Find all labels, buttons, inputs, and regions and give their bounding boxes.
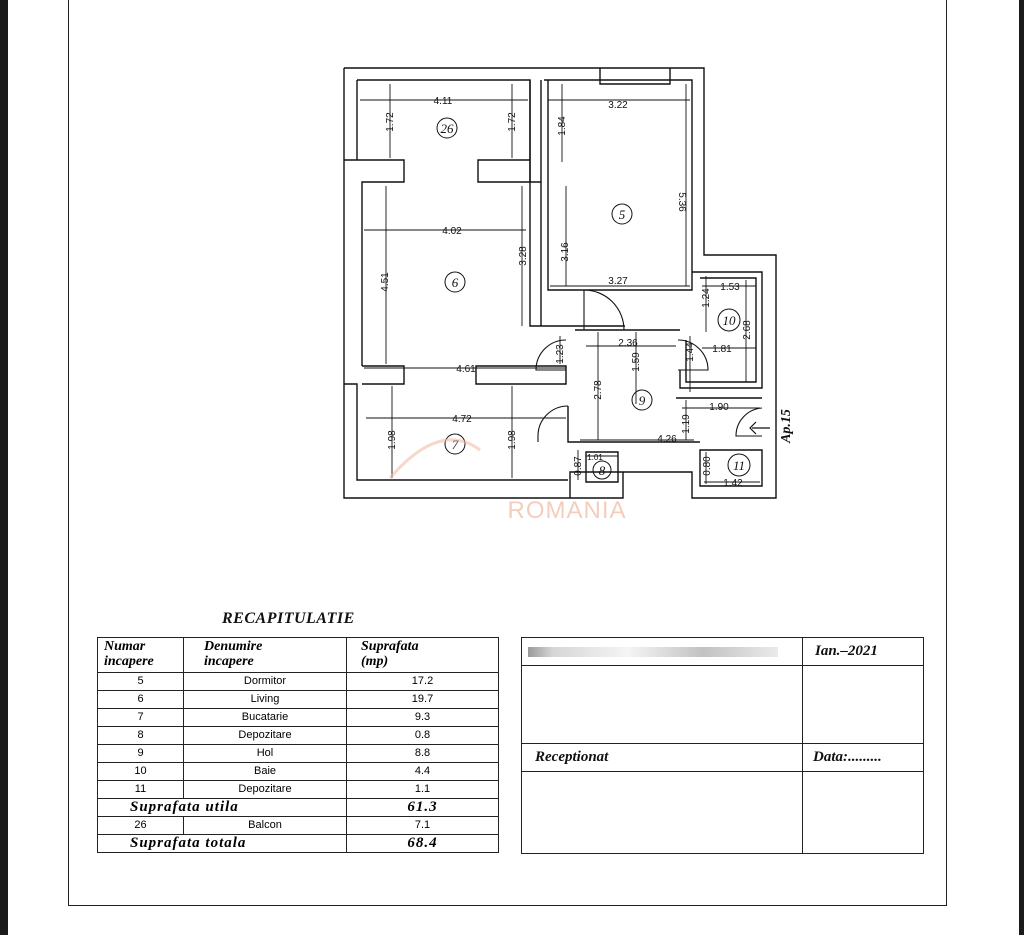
stamp-date: Ian.–2021 xyxy=(803,638,924,666)
room-area-cell: 4.4 xyxy=(347,763,499,781)
dim-label: 3.22 xyxy=(608,100,628,111)
table-row xyxy=(98,691,499,709)
room-area-cell: 1.1 xyxy=(347,781,499,799)
stamp-redacted-cell xyxy=(522,638,803,666)
room-name-cell: Living xyxy=(184,691,347,709)
dim-label: 3.27 xyxy=(608,276,628,287)
room-name-cell: Hol xyxy=(184,745,347,763)
table-row xyxy=(98,745,499,763)
room-number: 8 xyxy=(598,463,606,478)
stamp-row-top xyxy=(522,638,924,666)
room-number-cell: 8 xyxy=(98,727,184,745)
table-row xyxy=(98,673,499,691)
dim-label: 3.28 xyxy=(518,246,529,266)
dim-label: 4.26 xyxy=(657,434,677,445)
dim-label: 3.16 xyxy=(560,242,571,262)
room-name-cell: Depozitare xyxy=(184,781,347,799)
table-row xyxy=(98,781,499,799)
room-area-cell: 7.1 xyxy=(347,817,499,835)
dim-label: 0.87 xyxy=(573,456,584,476)
header-name: Denumire incapere xyxy=(184,638,347,673)
total-area-label: Suprafata totala xyxy=(98,835,347,853)
dim-label: 5.36 xyxy=(676,192,687,212)
stamp-table xyxy=(521,637,924,854)
dim-label: 1.23 xyxy=(555,344,566,364)
apartment-label: Ap.15 xyxy=(779,409,794,443)
room-numbers xyxy=(441,121,746,478)
redacted-text xyxy=(528,647,778,657)
table-row xyxy=(98,817,499,835)
header-number: Numar incapere xyxy=(98,638,184,673)
dim-label: 4.51 xyxy=(380,272,391,292)
stamp-empty-cell xyxy=(522,666,803,744)
room-number-cell: 10 xyxy=(98,763,184,781)
stamp-empty-cell xyxy=(803,772,924,854)
dim-label: 1.90 xyxy=(709,402,729,413)
useful-area-row xyxy=(98,799,499,817)
dim-label: 1.98 xyxy=(507,430,518,450)
stamp-row-bottom xyxy=(522,772,924,854)
room-number: 9 xyxy=(638,393,646,408)
dim-label: 1.72 xyxy=(385,112,396,132)
received-label: Receptionat xyxy=(522,744,803,772)
useful-area-value: 61.3 xyxy=(347,799,499,817)
dim-label: 1.19 xyxy=(681,414,692,434)
room-number-cell: 7 xyxy=(98,709,184,727)
room-area-cell: 17.2 xyxy=(347,673,499,691)
room-number-cell: 5 xyxy=(98,673,184,691)
room-area-cell: 19.7 xyxy=(347,691,499,709)
dim-label: 2.78 xyxy=(593,380,604,400)
dim-label: 1.24 xyxy=(701,288,712,308)
total-area-value: 68.4 xyxy=(347,835,499,853)
data-label: Data:......... xyxy=(803,744,924,772)
recap-title: RECAPITULATIE xyxy=(222,610,355,627)
table-row xyxy=(98,709,499,727)
dim-label: 2.68 xyxy=(742,320,753,340)
dim-label: 1.81 xyxy=(712,344,732,355)
useful-area-label: Suprafata utila xyxy=(98,799,347,817)
room-number-cell: 9 xyxy=(98,745,184,763)
dim-label: 1.84 xyxy=(557,116,568,136)
table-row xyxy=(98,763,499,781)
room-area-cell: 0.8 xyxy=(347,727,499,745)
room-number-cell: 6 xyxy=(98,691,184,709)
room-number: 11 xyxy=(732,458,746,473)
stamp-row-received xyxy=(522,744,924,772)
dim-label: 1.72 xyxy=(507,112,518,132)
dim-label: 1.44 xyxy=(685,342,696,362)
dim-label: 1.01 xyxy=(587,453,603,462)
room-number-cell: 26 xyxy=(98,817,184,835)
dim-label: 2.36 xyxy=(618,338,638,349)
room-area-cell: 9.3 xyxy=(347,709,499,727)
room-name-cell: Balcon xyxy=(184,817,347,835)
table-row xyxy=(98,727,499,745)
dim-label: 4.02 xyxy=(442,226,462,237)
room-name-cell: Baie xyxy=(184,763,347,781)
dim-label: 1.53 xyxy=(720,282,740,293)
stamp-empty-cell xyxy=(803,666,924,744)
room-number-cell: 11 xyxy=(98,781,184,799)
room-number: 6 xyxy=(451,275,459,290)
dim-label: 4.11 xyxy=(433,96,453,107)
dim-label: 4.72 xyxy=(452,414,472,425)
room-number: 26 xyxy=(440,121,454,136)
watermark-text: ROMANIA xyxy=(507,497,627,524)
dimension-lines xyxy=(360,84,760,484)
watermark-logo xyxy=(390,440,480,478)
dim-label: 1.98 xyxy=(387,430,398,450)
room-number: 7 xyxy=(451,437,459,452)
recap-header-row xyxy=(98,638,499,673)
dimension-labels xyxy=(380,96,753,489)
stamp-row-middle xyxy=(522,666,924,744)
stamp-empty-cell xyxy=(522,772,803,854)
dim-label: 0.80 xyxy=(702,456,713,476)
dim-label: 4.61 xyxy=(456,364,476,375)
room-name-cell: Depozitare xyxy=(184,727,347,745)
recap-table xyxy=(97,637,499,853)
room-number: 10 xyxy=(722,313,736,328)
room-name-cell: Bucatarie xyxy=(184,709,347,727)
entrance-arrow-icon xyxy=(750,422,770,434)
room-area-cell: 8.8 xyxy=(347,745,499,763)
dim-label: 1.42 xyxy=(723,478,743,489)
total-area-row xyxy=(98,835,499,853)
room-name-cell: Dormitor xyxy=(184,673,347,691)
room-number: 5 xyxy=(618,207,626,222)
dim-label: 1.59 xyxy=(631,352,642,372)
header-area: Suprafata (mp) xyxy=(347,638,499,673)
